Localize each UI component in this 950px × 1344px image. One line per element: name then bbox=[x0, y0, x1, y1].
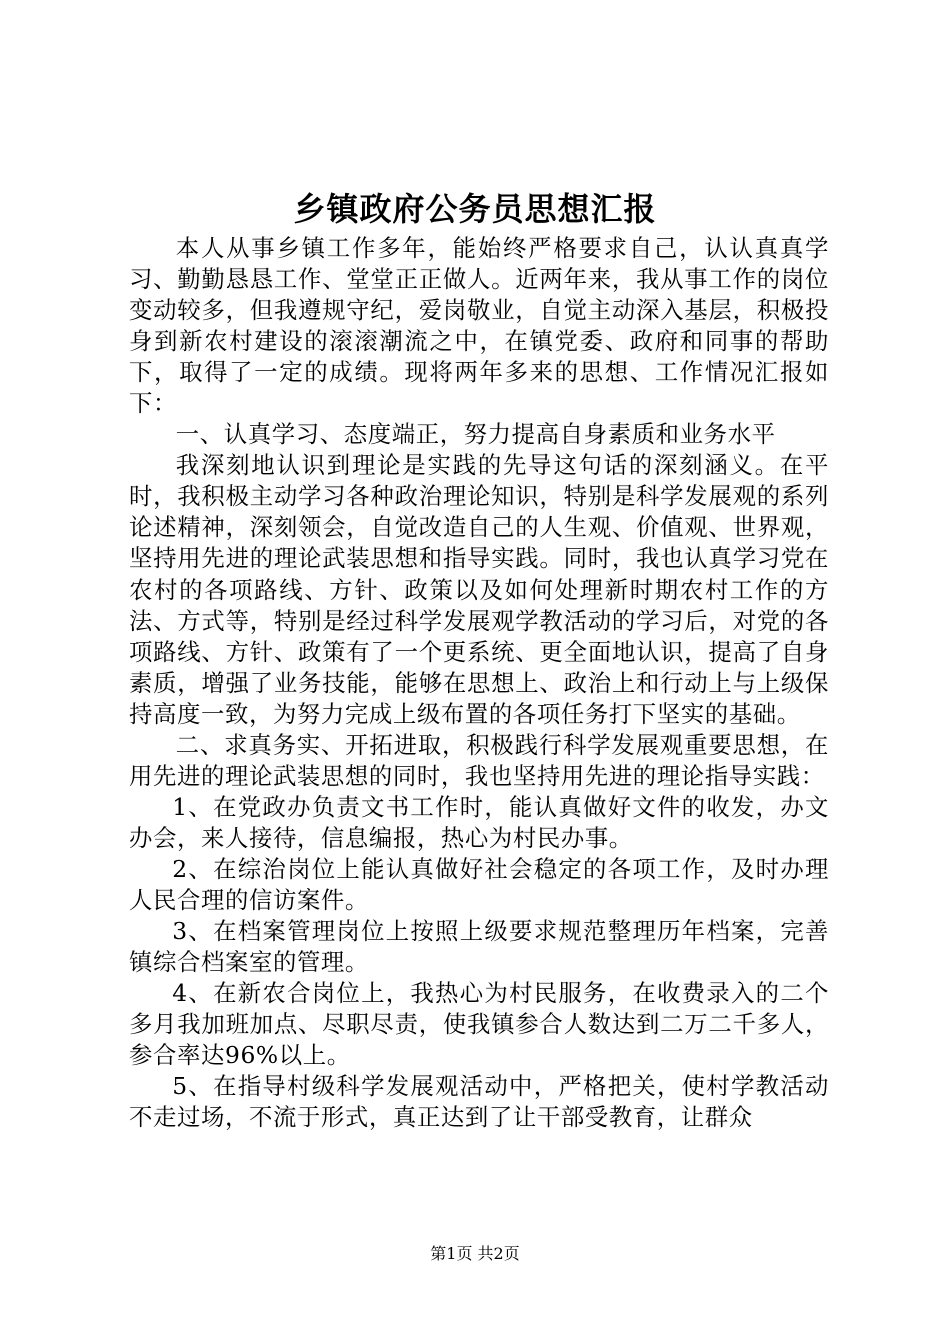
list-item-4: 4、在新农合岗位上，我热心为村民服务，在收费录入的二个多月我加班加点、尽职尽责，使我镇参合人数达到二万二千多人，参合率达96%以上。 bbox=[129, 979, 829, 1070]
section-heading-1: 一、认真学习、态度端正，努力提高自身素质和业务水平 bbox=[175, 420, 776, 449]
document-title: 乡镇政府公务员思想汇报 bbox=[293, 190, 657, 228]
list-item-2: 2、在综治岗位上能认真做好社会稳定的各项工作，及时办理人民合理的信访案件。 bbox=[129, 854, 829, 914]
list-item-3: 3、在档案管理岗位上按照上级要求规范整理历年档案，完善镇综合档案室的管理。 bbox=[129, 917, 829, 977]
list-item-5: 5、在指导村级科学发展观活动中，严格把关，使村学教活动不走过场，不流于形式，真正达到了让干部受教育，让群众 bbox=[129, 1072, 829, 1132]
paragraph-intro: 本人从事乡镇工作多年，能始终严格要求自己，认认真真学习、勤勤恳恳工作、堂堂正正做人。近两年来，我从事工作的岗位变动较多，但我遵规守纪，爱岗敬业，自觉主动深入基层，积极投身到新农村建设的滚滚潮流之中，在镇党委、政府和同事的帮助下，取得了一定的成绩。现将两年多来的思想、工作情况汇报如下： bbox=[129, 234, 829, 418]
list-item-1: 1、在党政办负责文书工作时，能认真做好文件的收发，办文办会，来人接待，信息编报，热心为村民办事。 bbox=[129, 792, 829, 852]
paragraph-study: 我深刻地认识到理论是实践的先导这句话的深刻涵义。在平时，我积极主动学习各种政治理论知识，特别是科学发展观的系列论述精神，深刻领会，自觉改造自己的人生观、价值观、世界观，坚持用先进的理论武装思想和指导实践。同时，我也认真学习党在农村的各项路线、方针、政策以及如何处理新时期农村工作的方法、方式等，特别是经过科学发展观学教活动的学习后，对党的各项路线、方针、政策有了一个更系统、更全面地认识，提高了自身素质，增强了业务技能，能够在思想上、政治上和行动上与上级保持高度一致，为努力完成上级布置的各项任务打下坚实的基础。 bbox=[129, 451, 829, 728]
document-body bbox=[129, 233, 829, 1133]
page-number: 第1页 共2页 bbox=[430, 1244, 520, 1263]
section-heading-2: 二、求真务实、开拓进取，积极践行科学发展观重要思想，在用先进的理论武装思想的同时，我也坚持用先进的理论指导实践： bbox=[129, 730, 829, 790]
